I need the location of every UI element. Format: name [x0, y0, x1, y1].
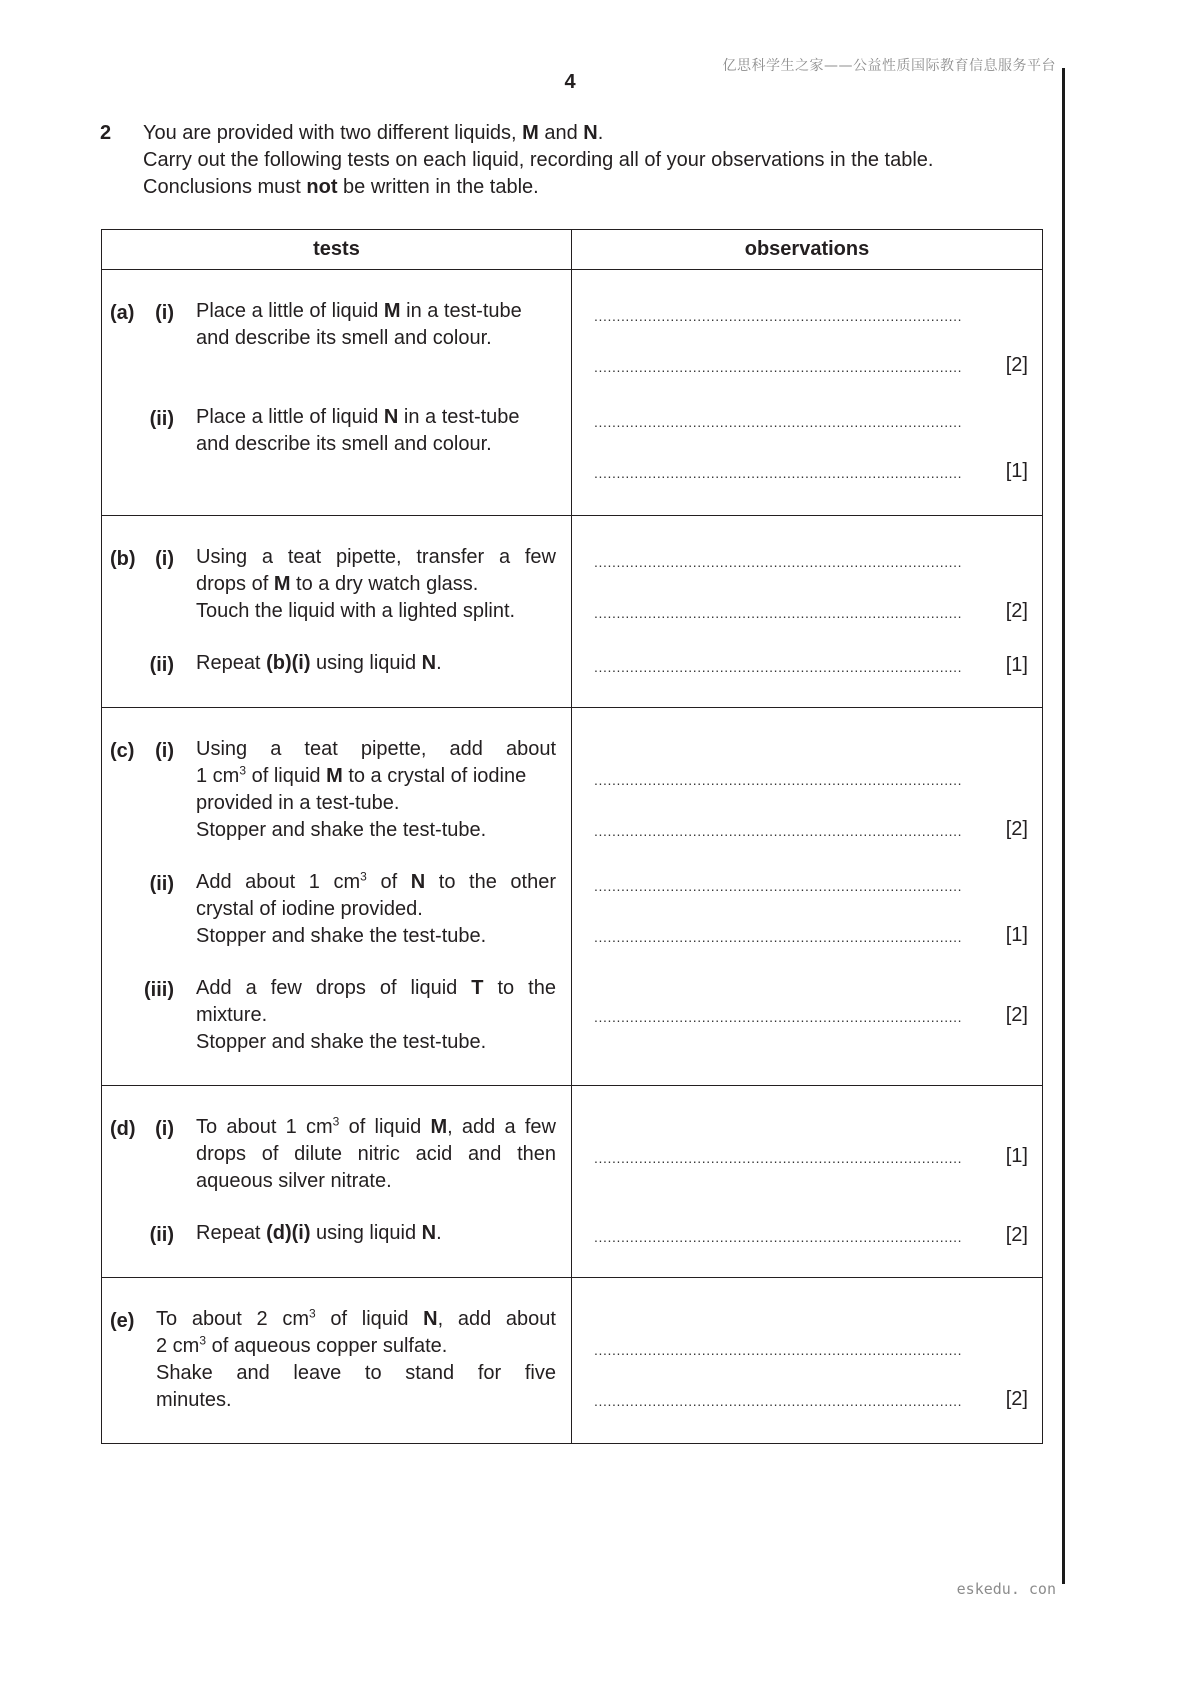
subpart-label: (i): [155, 1118, 174, 1140]
observations-cell-c: [572, 708, 1043, 1086]
question-intro: [100, 120, 1040, 201]
tests-cell-c: [102, 708, 572, 1086]
text-line: Touch the liquid with a lighted splint.: [196, 600, 516, 622]
intro-text: You are provided with two different liquids,: [143, 122, 523, 144]
marks-label: [2]: [1005, 1224, 1028, 1246]
answer-line[interactable]: ..................................................................................: [594, 878, 963, 894]
answer-line[interactable]: ..................................................................................: [594, 929, 963, 945]
subpart-label: (iii): [144, 979, 174, 1001]
emphasis-not: not: [306, 176, 338, 198]
marks-label: [2]: [1005, 818, 1028, 840]
part-label: (d): [110, 1118, 136, 1140]
test-instruction: [196, 650, 556, 677]
answer-line[interactable]: ..................................................................................: [594, 554, 963, 570]
intro-text: Conclusions must: [143, 176, 307, 198]
page-margin-rule: [1062, 68, 1065, 1584]
footer-watermark: eskedu. con: [956, 1580, 1056, 1598]
test-instruction: [156, 1306, 556, 1414]
answer-line[interactable]: ..................................................................................: [594, 823, 963, 839]
text-line: Using a teat pipette, add about: [196, 738, 556, 760]
header-observations: observations: [572, 230, 1043, 270]
observations-cell-e: [572, 1278, 1043, 1444]
subpart-label: (ii): [149, 873, 174, 895]
intro-line-2: Carry out the following tests on each liquid, recording all of your observations in the table.: [143, 149, 934, 171]
test-instruction: [196, 1114, 556, 1195]
text-line: Using a teat pipette, transfer a few: [196, 546, 556, 568]
test-instruction: [196, 298, 556, 352]
subpart-label: (ii): [149, 654, 174, 676]
marks-label: [1]: [1005, 654, 1028, 676]
text-line: drops of dilute nitric acid and then: [196, 1143, 556, 1165]
marks-label: [2]: [1005, 1004, 1028, 1026]
text-line: Add a few drops of liquid T to the: [196, 977, 556, 999]
page-number: 4: [564, 71, 576, 93]
answer-line[interactable]: ..................................................................................: [594, 1009, 963, 1025]
subpart-label: (i): [155, 302, 174, 324]
answer-line[interactable]: ..................................................................................: [594, 1342, 963, 1358]
text-line: Stopper and shake the test-tube.: [196, 1031, 487, 1053]
tests-cell-d: [102, 1086, 572, 1278]
table-row-c: [102, 708, 1043, 1086]
text-line: and describe its smell and colour.: [196, 433, 492, 455]
answer-line[interactable]: ..................................................................................: [594, 465, 963, 481]
text-line: To about 2 $cm^3$ of liquid N, add about: [156, 1306, 556, 1330]
answer-line[interactable]: ..................................................................................: [594, 1229, 963, 1245]
text-line: minutes.: [156, 1389, 232, 1411]
observations-cell-d: [572, 1086, 1043, 1278]
part-label: (c): [110, 740, 135, 762]
liquid-n-label: N: [583, 122, 598, 144]
tests-observations-table: [101, 229, 1043, 1444]
answer-line[interactable]: ..................................................................................: [594, 414, 963, 430]
table-header-row: [102, 230, 1043, 270]
intro-line-1: [143, 120, 1040, 147]
subpart-label: (i): [155, 740, 174, 762]
text-line: and describe its smell and colour.: [196, 327, 492, 349]
answer-line[interactable]: ..................................................................................: [594, 659, 963, 675]
liquid-m-label: M: [522, 122, 539, 144]
test-instruction: [196, 869, 556, 950]
part-label: (a): [110, 302, 135, 324]
text-line: Add about 1 $cm^3$ of N to the other: [196, 869, 556, 893]
header-tests: tests: [102, 230, 572, 270]
intro-text: .: [597, 122, 604, 144]
text-line: 1 $cm^3$ of liquid M to a crystal of iodine: [196, 763, 527, 787]
answer-line[interactable]: ..................................................................................: [594, 308, 963, 324]
text-line: provided in a test-tube.: [196, 792, 400, 814]
test-instruction: [196, 544, 556, 625]
answer-line[interactable]: ..................................................................................: [594, 1150, 963, 1166]
table-row-b: [102, 516, 1043, 708]
table-row-a: [102, 270, 1043, 516]
marks-label: [1]: [1005, 460, 1028, 482]
part-label: (b): [110, 548, 136, 570]
test-instruction: [196, 975, 556, 1056]
text-line: Shake and leave to stand for five: [156, 1362, 556, 1384]
intro-text: and: [538, 122, 584, 144]
text-line: aqueous silver nitrate.: [196, 1170, 392, 1192]
tests-cell-a: [102, 270, 572, 516]
text-line: Stopper and shake the test-tube.: [196, 819, 487, 841]
part-label: (e): [110, 1310, 135, 1332]
subpart-label: (ii): [149, 1224, 174, 1246]
tests-cell-e: [102, 1278, 572, 1444]
answer-line[interactable]: ..................................................................................: [594, 605, 963, 621]
text-line: Repeat (d)(i) using liquid N.: [196, 1222, 442, 1244]
text-line: Place a little of liquid M in a test-tube: [196, 300, 522, 322]
text-line: Repeat (b)(i) using liquid N.: [196, 652, 442, 674]
text-line: Stopper and shake the test-tube.: [196, 925, 487, 947]
subpart-label: (i): [155, 548, 174, 570]
table-row-d: [102, 1086, 1043, 1278]
text-line: Place a little of liquid N in a test-tube: [196, 406, 520, 428]
text-line: mixture.: [196, 1004, 268, 1026]
test-instruction: [196, 404, 556, 458]
text-line: drops of M to a dry watch glass.: [196, 573, 479, 595]
table-row-e: [102, 1278, 1043, 1444]
subpart-label: (ii): [149, 408, 174, 430]
watermark-text: 亿思科学生之家——公益性质国际教育信息服务平台: [722, 58, 1056, 74]
marks-label: [1]: [1005, 1145, 1028, 1167]
observations-cell-b: [572, 516, 1043, 708]
answer-line[interactable]: ..................................................................................: [594, 359, 963, 375]
intro-line-3: [143, 174, 1040, 201]
question-number: 2: [100, 122, 112, 144]
text-line: To about 1 $cm^3$ of liquid M, add a few: [196, 1114, 557, 1138]
test-instruction: [196, 1220, 556, 1247]
marks-label: [2]: [1005, 354, 1028, 376]
marks-label: [2]: [1005, 600, 1028, 622]
text-line: crystal of iodine provided.: [196, 898, 423, 920]
marks-label: [1]: [1005, 924, 1028, 946]
answer-line[interactable]: ..................................................................................: [594, 1393, 963, 1409]
marks-label: [2]: [1005, 1388, 1028, 1410]
answer-line[interactable]: ..................................................................................: [594, 772, 963, 788]
test-instruction: [196, 736, 556, 844]
observations-cell-a: [572, 270, 1043, 516]
intro-text: be written in the table.: [337, 176, 539, 198]
text-line: 2 $cm^3$ of aqueous copper sulfate.: [156, 1333, 448, 1357]
tests-cell-b: [102, 516, 572, 708]
